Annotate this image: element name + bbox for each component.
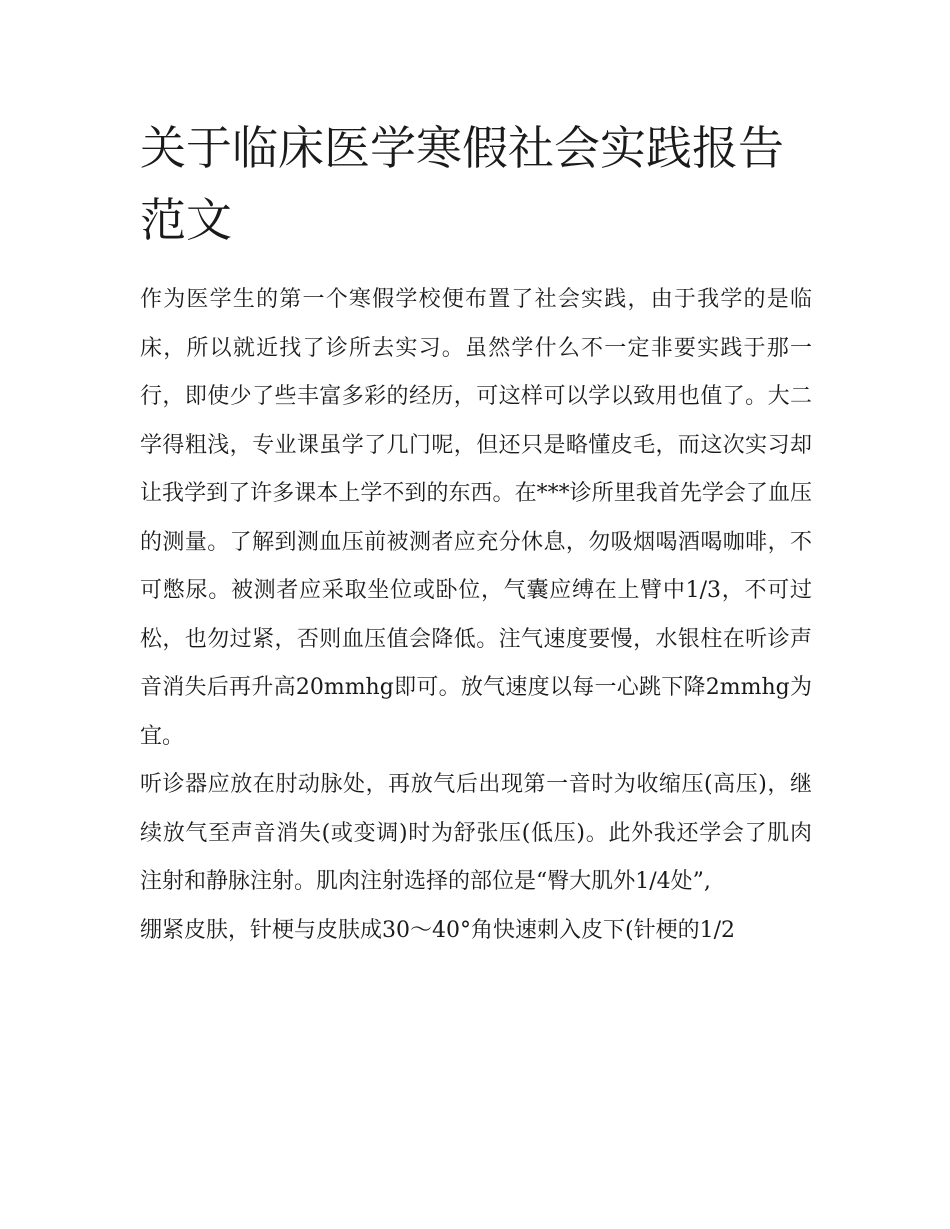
- paragraph-3: 绷紧皮肤，针梗与皮肤成30～40°角快速刺入皮下(针梗的1/2: [140, 917, 735, 943]
- paragraph-2: 听诊器应放在肘动脉处，再放气后出现第一音时为收缩压(高压)，继续放气至声音消失(或变调)时为舒张压(低压)。此外我还学会了肌肉注射和静脉注射。肌肉注射选择的部位是“臀大肌外1/4处”,: [140, 772, 812, 894]
- document-title: 关于临床医学寒假社会实践报告范文: [140, 121, 784, 247]
- paragraph-1: 作为医学生的第一个寒假学校便布置了社会实践，由于我学的是临床，所以就近找了诊所去实习。虽然学什么不一定非要实践于那一行，即使少了些丰富多彩的经历，可这样可以学以致用也值了。大二学得粗浅，专业课虽学了几门呢，但还只是略懂皮毛，而这次实习却让我学到了许多课本上学不到的东西。在***诊所里我首先学会了血压的测量。了解到测血压前被测者应充分休息，勿吸烟喝酒喝咖啡，不可憋尿。被测者应采取坐位或卧位，气囊应缚在上臂中1/3，不可过松，也勿过紧，否则血压值会降低。注气速度要慢，水银柱在听诊声音消失后再升高20mmhg即可。放气速度以每一心跳下降2mmhg为宜。: [140, 287, 812, 749]
- document-page: [140, 112, 812, 955]
